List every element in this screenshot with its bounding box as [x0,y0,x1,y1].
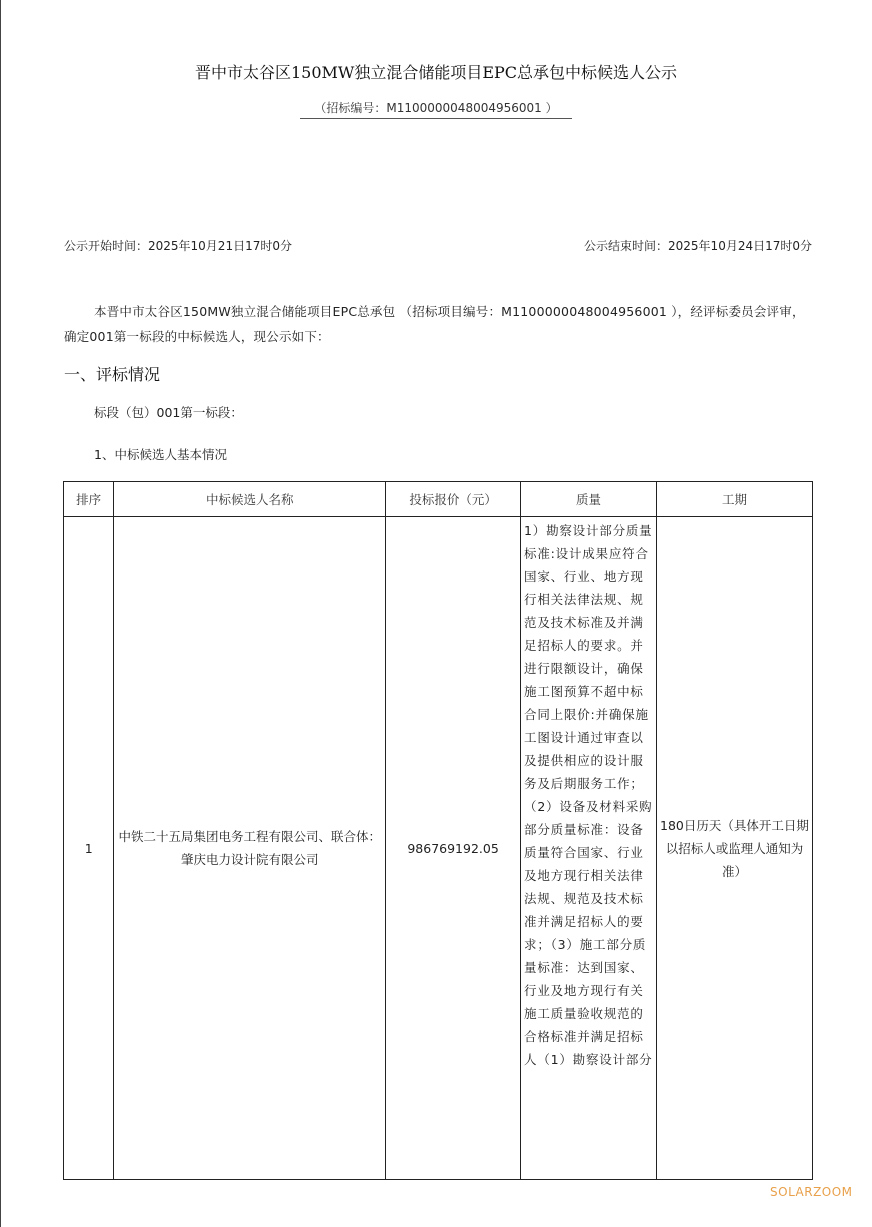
lot-label: 标段（包）001第一标段： [94,405,243,420]
table-row [64,517,813,1180]
page-title: 晋中市太谷区150MW独立混合储能项目EPC总承包中标候选人公示 [194,63,678,82]
cell-period: 180日历天（具体开工日期以招标人或监理人通知为准） [656,517,812,1180]
watermark-logo: SOLARZOOM [770,1185,853,1199]
header-price: 投标报价（元） [386,482,521,517]
subsection-heading: 1、中标候选人基本情况 [94,447,227,462]
cell-quality-wrapper [521,517,657,1180]
header-period: 工期 [656,482,812,517]
table-header-row [64,482,813,517]
cell-candidate-name: 中铁二十五局集团电务工程有限公司、联合体：肇庆电力设计院有限公司 [114,517,386,1180]
tender-number: （招标编号：M1100000048004956001 ） [300,99,572,119]
header-name: 中标候选人名称 [114,482,386,517]
section-heading: 一、评标情况 [64,365,161,384]
candidate-table [63,481,813,1180]
intro-paragraph: 本晋中市太谷区150MW独立混合储能项目EPC总承包 （招标项目编号：M1100000048004956001 ），经评标委员会评审，确定001第一标段的中标候选人，现公示如下： [64,304,805,344]
cell-rank: 1 [64,517,114,1180]
publish-start-time: 公示开始时间：2025年10月21日17时0分 [64,239,292,253]
cell-bid-price: 986769192.05 [386,517,521,1180]
header-rank: 排序 [64,482,114,517]
publish-end-time: 公示结束时间：2025年10月24日17时0分 [584,239,812,253]
cell-quality: 1）勘察设计部分质量标准:设计成果应符合国家、行业、地方现行相关法律法规、规范及技术标准及并满足招标人的要求。并进行限额设计，确保施工图预算不超中标合同上限价:并确保施工图设计通过审查以及提供相应的设计服务及后期服务工作；（2）设备及材料采购部分质量标准：设备质量符合国家、行业及地方现行相关法律法规、规范及技术标准并满足招标人的要求；（3）施工部分质量标准：达到国家、行业及地方现行有关施工质量验收规范的合格标准并满足招标人（1）勘察设计部分 [524,523,653,1067]
header-quality: 质量 [521,482,657,517]
page-left-border [0,0,1,1227]
